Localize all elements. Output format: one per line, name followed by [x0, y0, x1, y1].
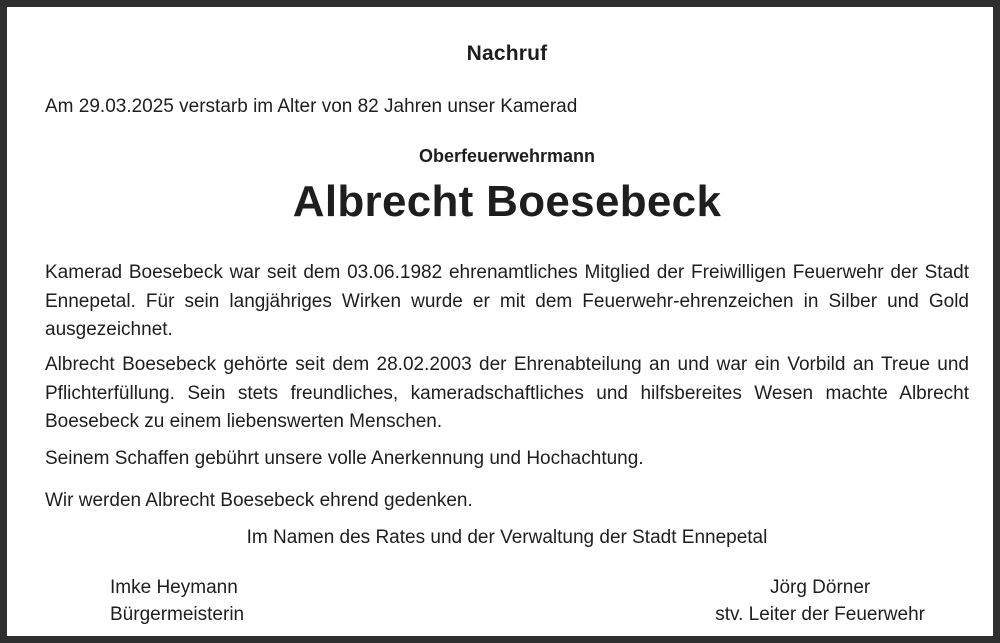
paragraph-text: Albrecht Boesebeck gehörte seit dem 28.02.2003 der Ehrenabteilung an und war ein Vorbild an Treue und Pflichterfüllung. Sein stets freundliches, kameradschaftliches und hilfsbereites Wesen machte Albrecht Boesebeck zu einem liebenswerten Menschen. — [45, 354, 969, 432]
signatory-name: Jörg Dörner — [769, 577, 871, 598]
signatory-title: Bürgermeisterin — [110, 604, 245, 625]
signatory-name: Imke Heymann — [110, 577, 238, 598]
intro-text: Am 29.03.2025 verstarb im Alter von 82 Jahren unser Kamerad — [45, 96, 578, 117]
paragraph-text: Kamerad Boesebeck war seit dem 03.06.1982 ehrenamtliches Mitglied der Freiwilligen Feuerwehr der Stadt Ennepetal. Für sein langjähriges Wirken wurde er mit dem Feuerwehr-ehrenzeichen in Silber und Gold ausgezeichnet. — [45, 262, 969, 340]
closing-line: Im Namen des Rates und der Verwaltung der Stadt Ennepetal — [246, 527, 768, 548]
paragraph-recognition — [45, 445, 969, 474]
notice-heading: Nachruf — [466, 42, 548, 65]
paragraph-text: Wir werden Albrecht Boesebeck ehrend gedenken. — [45, 490, 473, 511]
signature-mayor — [110, 574, 244, 628]
signatory-title: stv. Leiter der Feuerwehr — [715, 604, 925, 625]
paragraph-text: Seinem Schaffen gebührt unsere volle Anerkennung und Hochachtung. — [45, 448, 644, 469]
deceased-name: Albrecht Boesebeck — [292, 177, 722, 226]
signature-fire-chief — [715, 574, 925, 628]
deceased-rank: Oberfeuerwehrmann — [418, 146, 596, 166]
paragraph-remembrance — [45, 487, 969, 516]
paragraph-membership — [45, 259, 969, 345]
paragraph-honorary — [45, 351, 969, 437]
